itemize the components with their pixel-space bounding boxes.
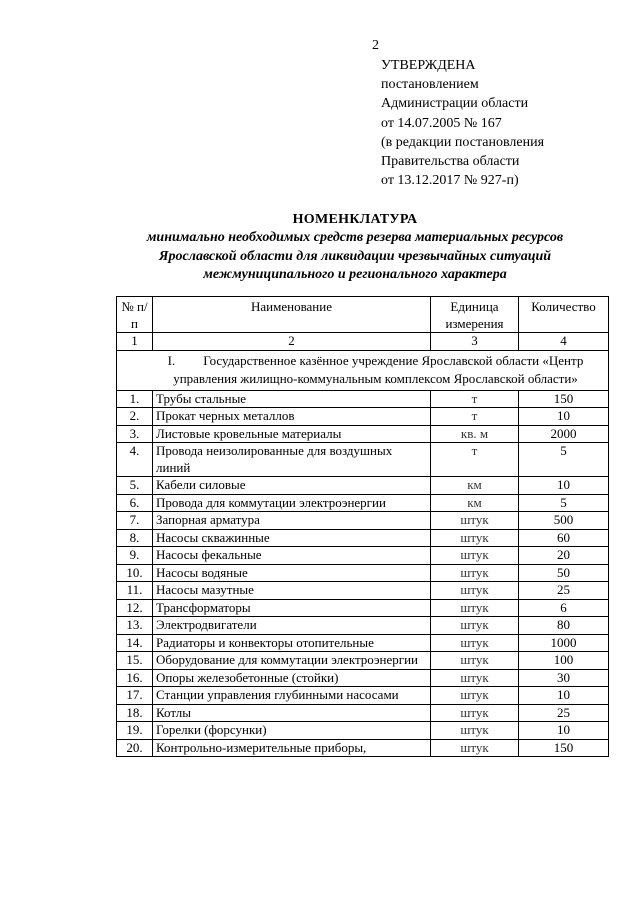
row-number: 9. [117,547,153,565]
row-name: Листовые кровельные материалы [153,425,431,443]
row-quantity: 5 [519,494,609,512]
row-name: Радиаторы и конвекторы отопительные [153,634,431,652]
row-quantity: 30 [519,669,609,687]
table-row [117,669,609,687]
row-unit: штук [431,687,519,705]
approval-line: (в редакции постановления [381,134,545,150]
column-number-row [117,333,609,351]
header-num: № п/п [117,297,153,333]
row-name: Электродвигатели [153,617,431,635]
table-row [117,687,609,705]
table-row [117,408,609,426]
document-subtitle-line: Ярославской области для ликвидации чрезвычайных ситуаций [158,248,552,264]
section-text-rest: области «Центр управления жилищно-коммунальным комплексом Ярославской области» [173,352,584,386]
row-unit: штук [431,547,519,565]
page-number: 2 [372,38,379,53]
row-quantity: 10 [519,477,609,495]
row-number: 13. [117,617,153,635]
row-quantity: 50 [519,564,609,582]
document-subtitle-line: минимально необходимых средств резерва материальных ресурсов [146,230,564,246]
row-name: Трансформаторы [153,599,431,617]
row-number: 3. [117,425,153,443]
table-row [117,739,609,757]
row-number: 4. [117,443,153,477]
row-name: Прокат черных металлов [153,408,431,426]
column-number: 3 [431,333,519,351]
table-row [117,494,609,512]
header-unit: Единица измерения [431,297,519,333]
document-title-block [60,211,640,284]
row-unit: штук [431,722,519,740]
row-quantity: 6 [519,599,609,617]
row-quantity: 20 [519,547,609,565]
row-quantity: 1000 [519,634,609,652]
row-quantity: 25 [519,704,609,722]
header-name: Наименование [153,297,431,333]
row-number: 1. [117,390,153,408]
header-qty: Количество [519,297,609,333]
row-name: Трубы стальные [153,390,431,408]
row-name: Котлы [153,704,431,722]
table-row [117,477,609,495]
row-quantity: 25 [519,582,609,600]
table-row [117,582,609,600]
section-text-line1: Государственное казённое учреждение Ярославской [203,352,493,368]
row-number: 19. [117,722,153,740]
row-unit: штук [431,599,519,617]
row-unit: т [431,390,519,408]
row-number: 6. [117,494,153,512]
row-quantity: 60 [519,529,609,547]
row-number: 16. [117,669,153,687]
row-number: 10. [117,564,153,582]
row-unit: км [431,477,519,495]
table-row [117,617,609,635]
table-row [117,512,609,530]
section-row [117,350,609,390]
row-quantity: 10 [519,408,609,426]
row-number: 17. [117,687,153,705]
column-number: 2 [153,333,431,351]
row-name: Насосы скважинные [153,529,431,547]
row-number: 14. [117,634,153,652]
row-unit: штук [431,617,519,635]
column-number: 4 [519,333,609,351]
row-unit: штук [431,634,519,652]
approval-line: постановлением [381,77,479,93]
table-row [117,652,609,670]
row-number: 20. [117,739,153,757]
row-unit: т [431,443,519,477]
row-name: Кабели силовые [153,477,431,495]
row-unit: т [431,408,519,426]
table-row [117,704,609,722]
row-unit: штук [431,582,519,600]
row-unit: штук [431,529,519,547]
table-header-row [117,297,609,333]
document-title: НОМЕНКЛАТУРА [292,212,418,227]
row-quantity: 5 [519,443,609,477]
row-name: Провода для коммутации электроэнергии [153,494,431,512]
row-quantity: 10 [519,687,609,705]
row-quantity: 150 [519,390,609,408]
row-quantity: 100 [519,652,609,670]
document-subtitle-line: межмуниципального и регионального характера [203,266,507,282]
row-quantity: 500 [519,512,609,530]
row-name: Станции управления глубинными насосами [153,687,431,705]
row-number: 15. [117,652,153,670]
row-unit: штук [431,512,519,530]
row-name: Насосы водяные [153,564,431,582]
row-name: Насосы мазутные [153,582,431,600]
row-unit: штук [431,564,519,582]
row-number: 5. [117,477,153,495]
row-unit: штук [431,739,519,757]
table-row [117,390,609,408]
table-row [117,599,609,617]
section-number: I. [167,352,176,368]
row-quantity: 10 [519,722,609,740]
table-row [117,547,609,565]
approval-line: Администрации области [381,96,529,112]
table-row [117,634,609,652]
table-row [117,443,609,477]
row-name: Запорная арматура [153,512,431,530]
row-number: 2. [117,408,153,426]
row-unit: штук [431,652,519,670]
approval-line: от 14.07.2005 № 167 [381,115,502,131]
approval-line: УТВЕРЖДЕНА [381,58,476,73]
row-quantity: 2000 [519,425,609,443]
row-name: Насосы фекальные [153,547,431,565]
row-name: Провода неизолированные для воздушных линий [153,443,431,477]
column-number: 1 [117,333,153,351]
row-number: 7. [117,512,153,530]
approval-stamp [381,56,544,190]
row-unit: км [431,494,519,512]
row-number: 12. [117,599,153,617]
table-row [117,722,609,740]
approval-line: от 13.12.2017 № 927-п) [381,173,519,189]
row-unit: кв. м [431,425,519,443]
row-name: Оборудование для коммутации электроэнергии [153,652,431,670]
row-quantity: 150 [519,739,609,757]
table-row [117,425,609,443]
row-quantity: 80 [519,617,609,635]
approval-line: Правительства области [381,154,520,170]
nomenclature-table [116,296,609,757]
row-unit: штук [431,704,519,722]
row-number: 8. [117,529,153,547]
section-heading [117,350,609,390]
row-name: Опоры железобетонные (стойки) [153,669,431,687]
row-number: 18. [117,704,153,722]
table-row [117,564,609,582]
row-name: Горелки (форсунки) [153,722,431,740]
row-unit: штук [431,669,519,687]
row-name: Контрольно-измерительные приборы, [153,739,431,757]
row-number: 11. [117,582,153,600]
table-row [117,529,609,547]
